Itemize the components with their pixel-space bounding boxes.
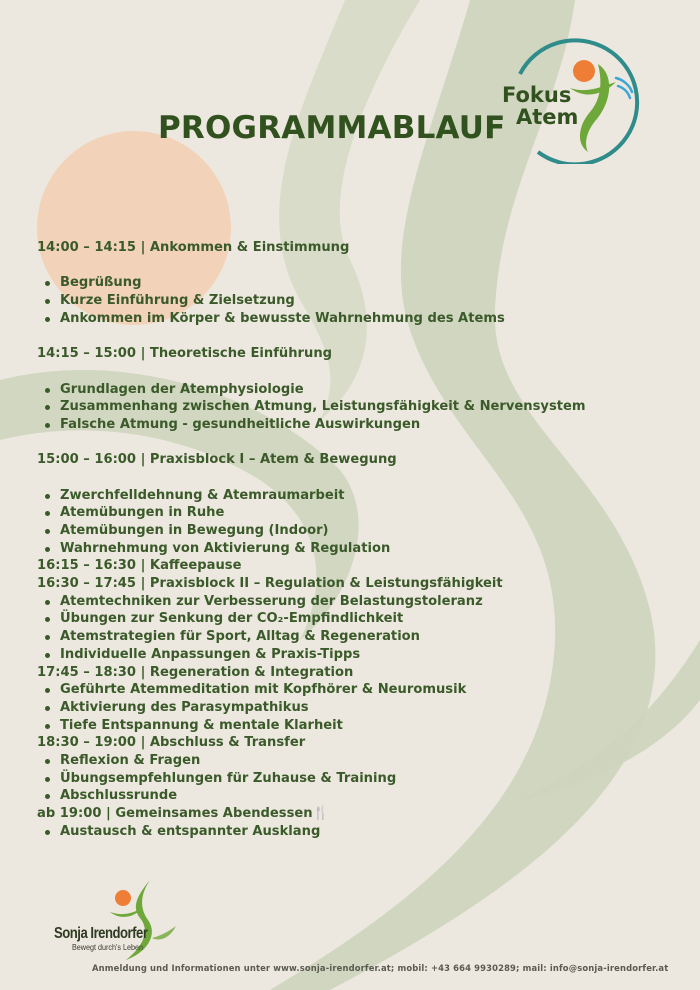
logo-word-fokus: Fokus [502,83,572,107]
program-bullet-item: Atemübungen in Ruhe [37,504,677,522]
program-bullet-item: Grundlagen der Atemphysiologie [37,381,677,399]
program-bullet-item: Wahrnehmung von Aktivierung & Regulation [37,540,677,558]
program-bullet-item: Atemstrategien für Sport, Alltag & Regeneration [37,628,677,646]
signature-tagline: Bewegt durch's Leben [72,943,144,952]
signature-name: Sonja Irendorfer [54,925,148,942]
program-time-heading: 14:00 – 14:15 | Ankommen & Einstimmung [37,240,350,255]
program-bullet-item: Übungen zur Senkung der CO₂-Empfindlichkeit [37,610,677,628]
footer-contact: Anmeldung und Informationen unter www.sonja-irendorfer.at; mobil: +43 664 9930289; mail: info@sonja-irendorfer.at [92,963,669,973]
program-time-heading: 15:00 – 16:00 | Praxisblock I – Atem & Bewegung [37,452,397,468]
program-bullet-item: Atemtechniken zur Verbesserung der Belastungstoleranz [37,593,677,611]
program-bullet-item: Abschlussrunde [37,787,677,805]
program-schedule [37,239,677,840]
program-bullet-item: Ankommen im Körper & bewusste Wahrnehmung des Atems [37,310,677,328]
spacer [37,469,677,487]
program-bullet-item: Austausch & entspannter Ausklang [37,823,677,841]
spacer [37,327,677,345]
spacer [37,363,677,381]
program-bullet-item: Übungsempfehlungen für Zuhause & Training [37,770,677,788]
program-time-heading: 17:45 – 18:30 | Regeneration & Integration [37,664,354,680]
program-time-heading: 18:30 – 19:00 | Abschluss & Transfer [37,735,306,751]
spacer [37,434,677,452]
sonja-irendorfer-logo [52,876,187,968]
program-bullet-item: Zwerchfelldehnung & Atemraumarbeit [37,487,677,505]
logo-word-atem: Atem [516,105,579,129]
spacer [37,257,677,275]
program-time-heading: 14:15 – 15:00 | Theoretische Einführung [37,346,333,362]
page-title: PROGRAMMABLAUF [158,110,506,146]
program-bullet-item: Tiefe Entspannung & mentale Klarheit [37,717,677,735]
program-time-heading: 16:15 – 16:30 | Kaffeepause [37,558,242,574]
fokus-atem-logo [498,34,640,164]
program-bullet-item: Zusammenhang zwischen Atmung, Leistungsfähigkeit & Nervensystem [37,398,677,416]
program-bullet-item: Falsche Atmung - gesundheitliche Auswirkungen [37,416,677,434]
program-time-heading: ab 19:00 | Gemeinsames Abendessen🍴 [37,806,329,821]
program-bullet-item: Individuelle Anpassungen & Praxis-Tipps [37,646,677,664]
program-bullet-item: Begrüßung [37,274,677,292]
program-time-heading: 16:30 – 17:45 | Praxisblock II – Regulation & Leistungsfähigkeit [37,576,503,592]
program-bullet-item: Atemübungen in Bewegung (Indoor) [37,522,677,540]
program-bullet-item: Reflexion & Fragen [37,752,677,770]
program-bullet-item: Geführte Atemmeditation mit Kopfhörer & Neuromusik [37,681,677,699]
program-bullet-item: Kurze Einführung & Zielsetzung [37,292,677,310]
program-bullet-item: Aktivierung des Parasympathikus [37,699,677,717]
